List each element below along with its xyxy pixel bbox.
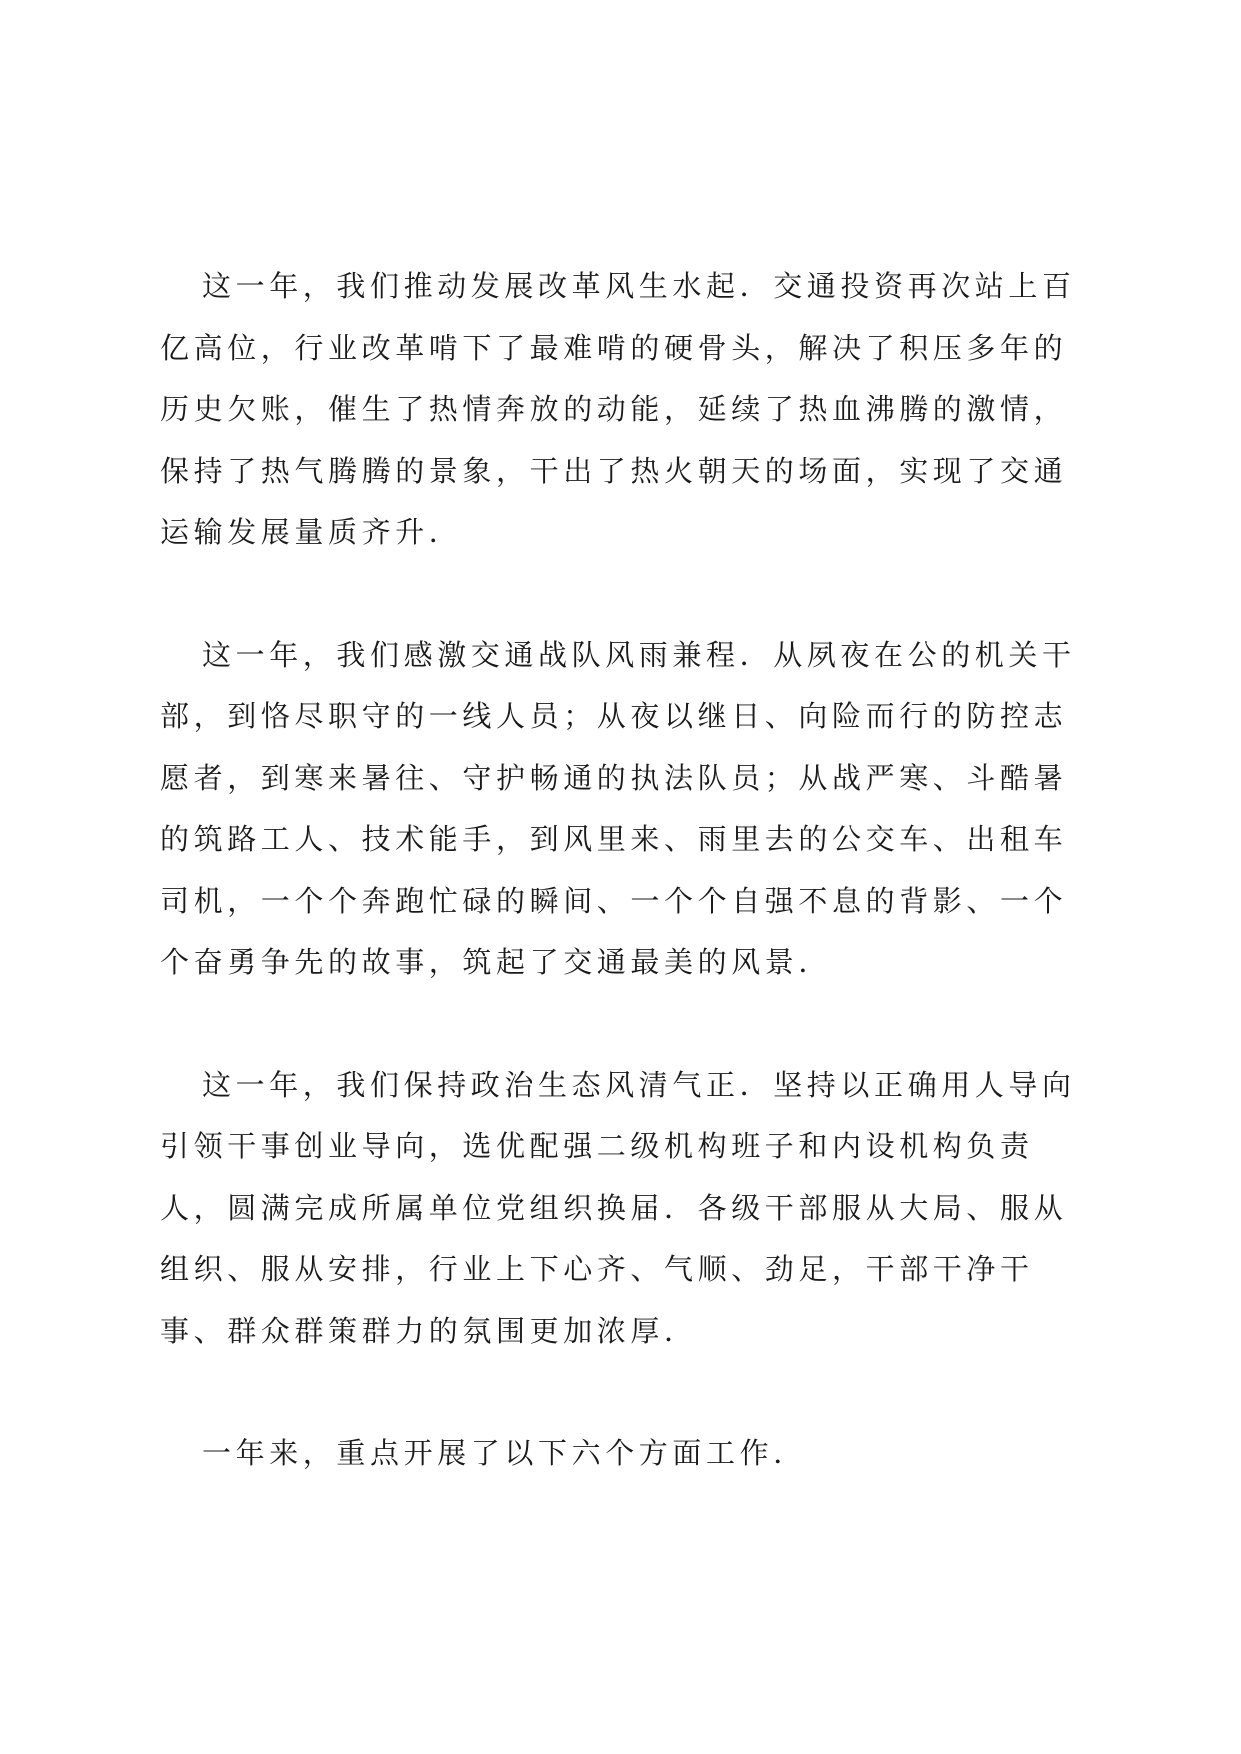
paragraph-reform: 这一年，我们推动发展改革风生水起．交通投资再次站上百亿高位，行业改革啃下了最难啃的硬骨头，解决了积压多年的历史欠账，催生了热情奔放的动能，延续了热血沸腾的激情，保持了热气腾腾的景象，干出了热火朝天的场面，实现了交通运输发展量质齐升． — [160, 269, 1076, 549]
paragraph-summary: 一年来，重点开展了以下六个方面工作． — [202, 1436, 807, 1470]
paragraph-political-ecology: 这一年，我们保持政治生态风清气正．坚持以正确用人导向引领干事创业导向，选优配强二级机构班子和内设机构负责人，圆满完成所属单位党组织换届．各级干部服从大局、服从组织、服从安排，行业上下心齐、气顺、劲足，干部干净干事、群众群策群力的氛围更加浓厚． — [160, 1067, 1076, 1348]
document-body — [160, 256, 1080, 1485]
paragraph-workforce: 这一年，我们感激交通战队风雨兼程．从夙夜在公的机关干部，到恪尽职守的一线人员；从夜以继日、向险而行的防控志愿者，到寒来暑往、守护畅通的执法队员；从战严寒、斗酷暑的筑路工人、技术能手，到风里来、雨里去的公交车、出租车司机，一个个奔跑忙碌的瞬间、一个个自强不息的背影、一个个奋勇争先的故事，筑起了交通最美的风景． — [160, 637, 1076, 979]
